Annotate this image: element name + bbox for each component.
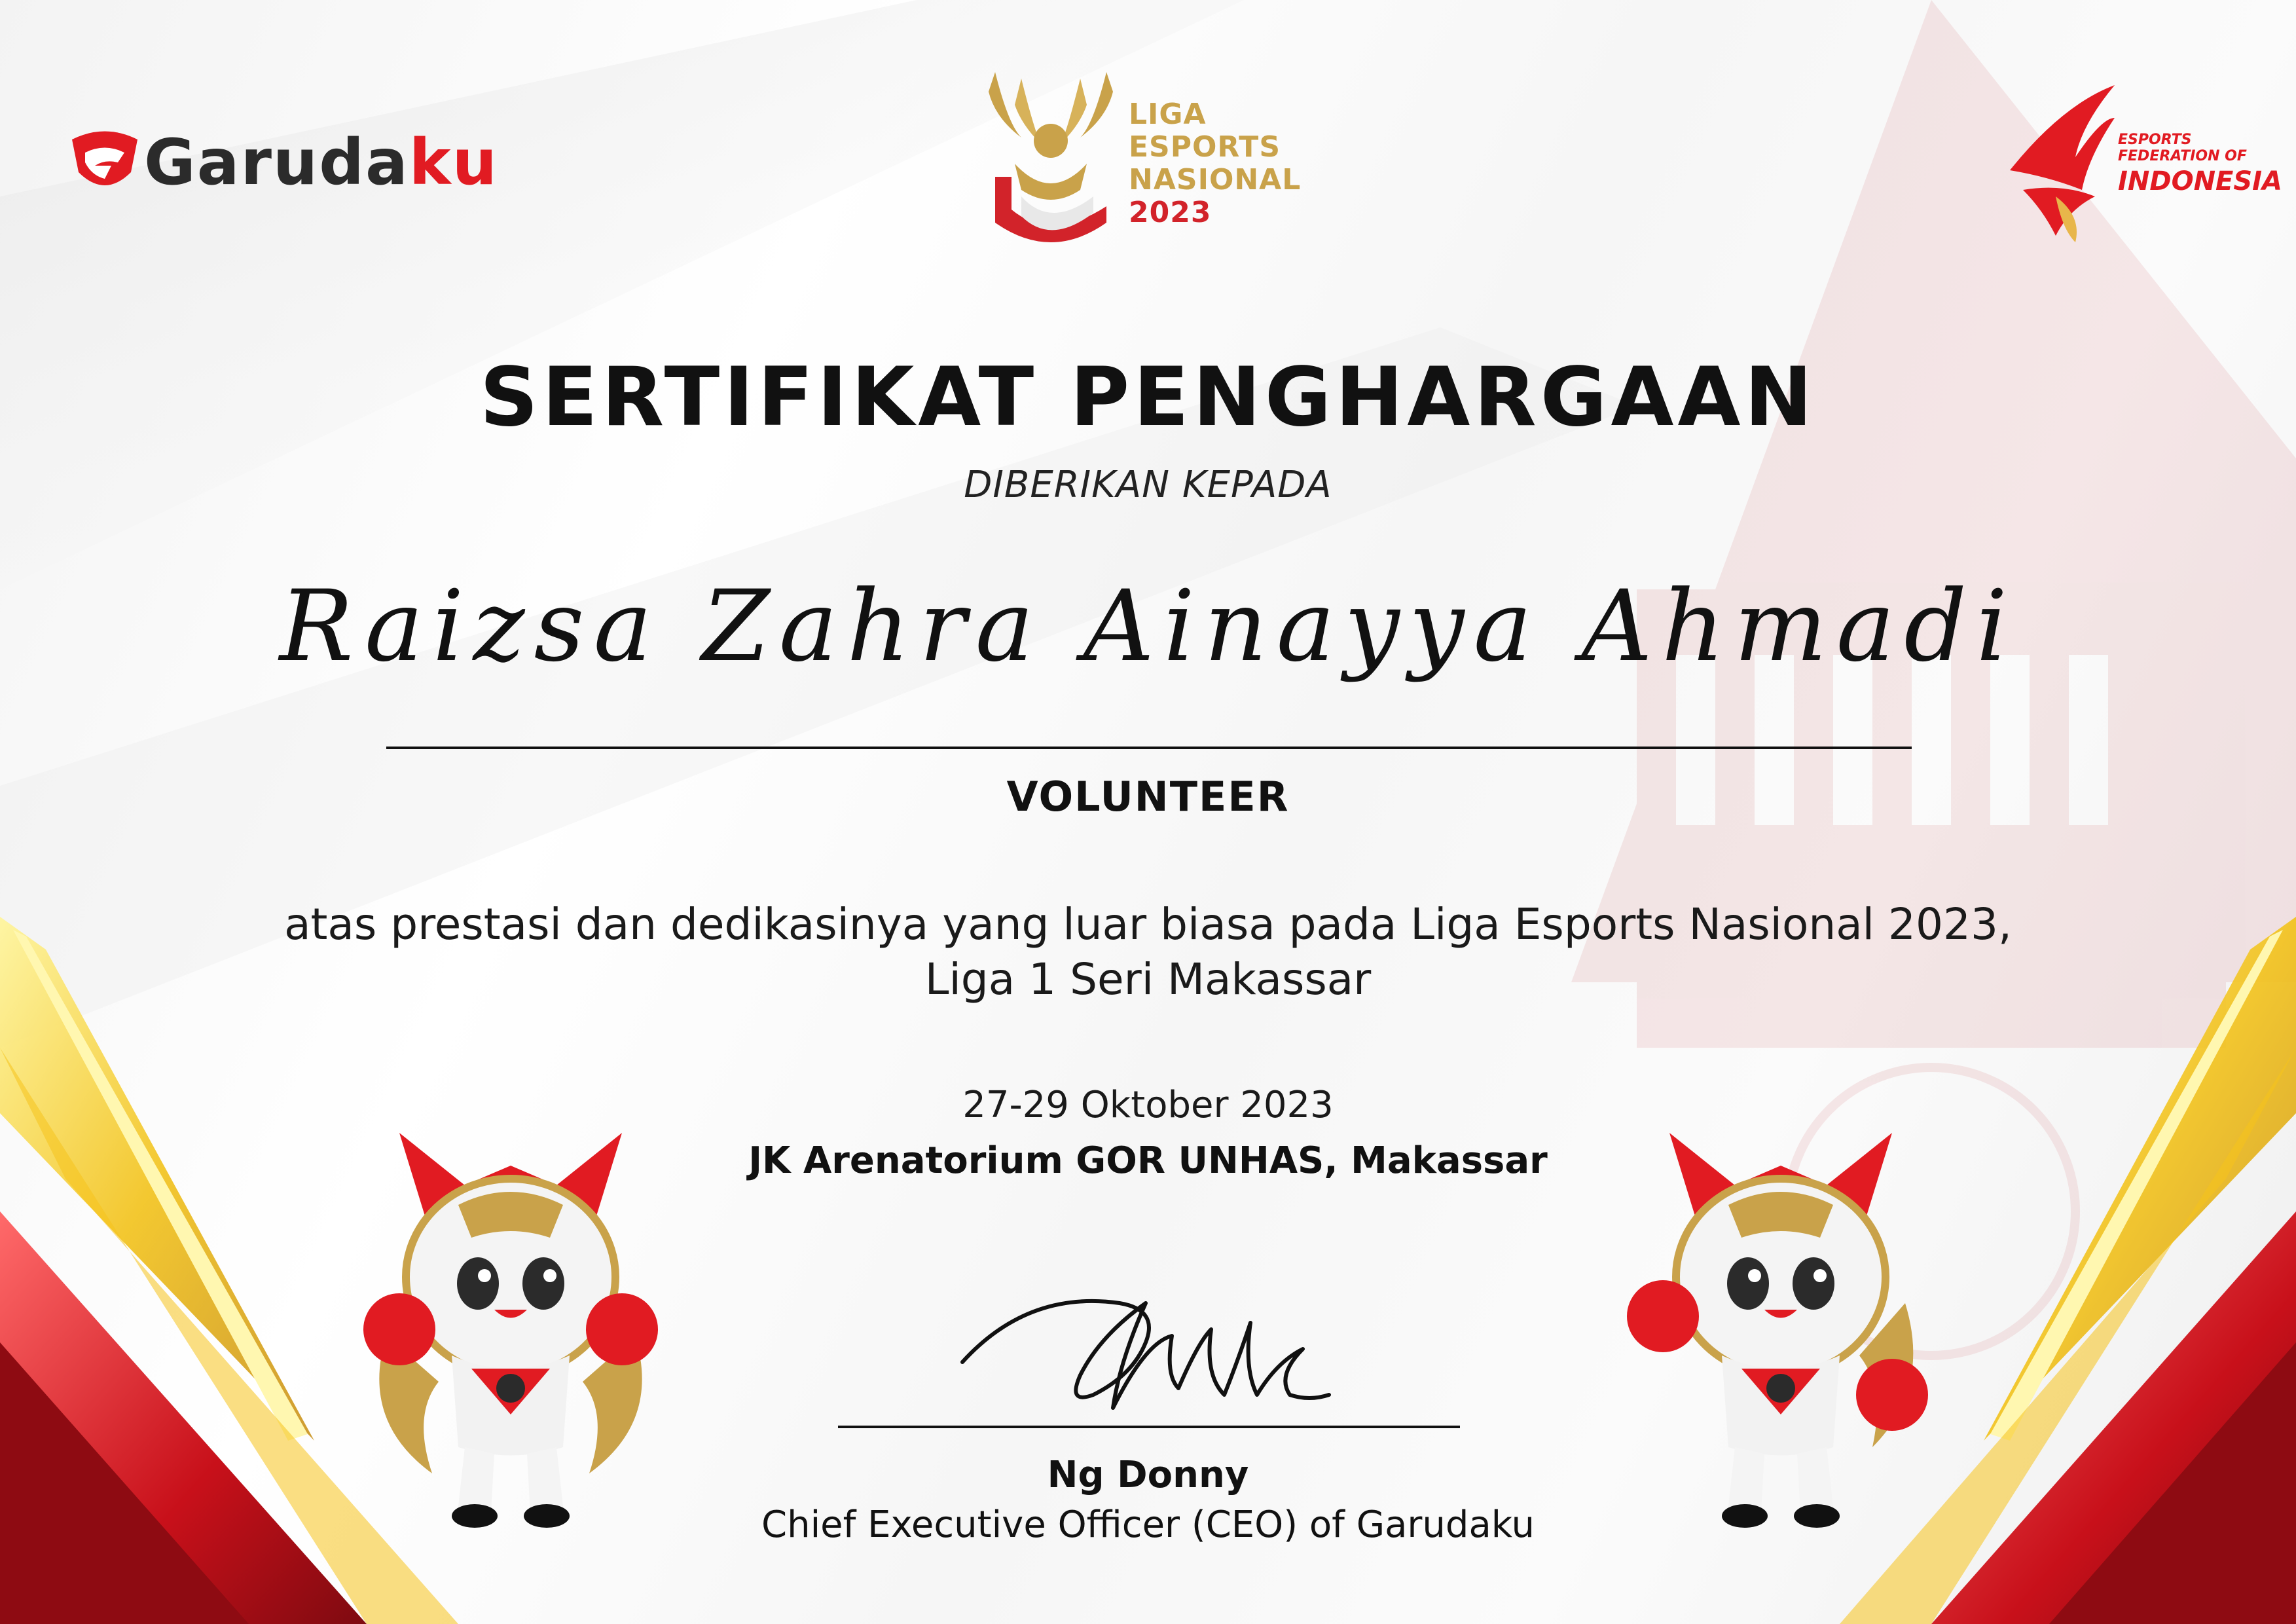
efi-line-federation: FEDERATION OF (2118, 148, 2247, 164)
garudaku-wordmark-part2: ku (409, 126, 498, 199)
certificate-body (0, 897, 2296, 1007)
recipient-underline (386, 747, 1912, 749)
liga-esports-nasional-wordmark (1129, 98, 1301, 229)
len-line-year: 2023 (1129, 196, 1212, 229)
len-line-liga: LIGA (1129, 98, 1207, 131)
signature (949, 1264, 1342, 1421)
certificate-subtitle: DIBERIKAN KEPADA (964, 464, 1332, 506)
garudaku-wordmark-part1: Garuda (144, 126, 409, 199)
esports-federation-logo (1984, 79, 2283, 251)
recipient-role: VOLUNTEER (1006, 773, 1290, 821)
garudaku-wordmark (144, 126, 498, 199)
len-line-esports: ESPORTS (1129, 130, 1281, 164)
mascot-owl-icon (1624, 1107, 1938, 1532)
garuda-head-icon (65, 126, 144, 198)
signer-name: Ng Donny (1047, 1454, 1249, 1496)
signature-line (838, 1426, 1460, 1428)
certificate-title: SERTIFIKAT PENGHARGAAN (479, 350, 1817, 445)
efi-line-indonesia: INDONESIA (2118, 166, 2283, 196)
event-venue: JK Arenatorium GOR UNHAS, Makassar (748, 1139, 1548, 1182)
body-line-2: Liga 1 Seri Makassar (924, 954, 1372, 1005)
recipient-name: Raizsa Zahra Ainayya Ahmadi (279, 570, 2017, 684)
len-line-nasional: NASIONAL (1129, 163, 1302, 196)
event-date: 27-29 Oktober 2023 (962, 1084, 1334, 1126)
phoenix-emblem-icon (982, 65, 1120, 262)
mascot-owl-icon (354, 1107, 668, 1532)
signer-title: Chief Executive Officer (CEO) of Garudaku (761, 1504, 1535, 1546)
liga-esports-nasional-logo (982, 65, 1301, 262)
eagle-wing-icon (2010, 85, 2115, 242)
efi-line-esports: ESPORTS (2118, 132, 2192, 148)
body-line-1: atas prestasi dan dedikasinya yang luar biasa pada Liga Esports Nasional 2023, (284, 899, 2012, 950)
garudaku-logo (65, 126, 498, 199)
